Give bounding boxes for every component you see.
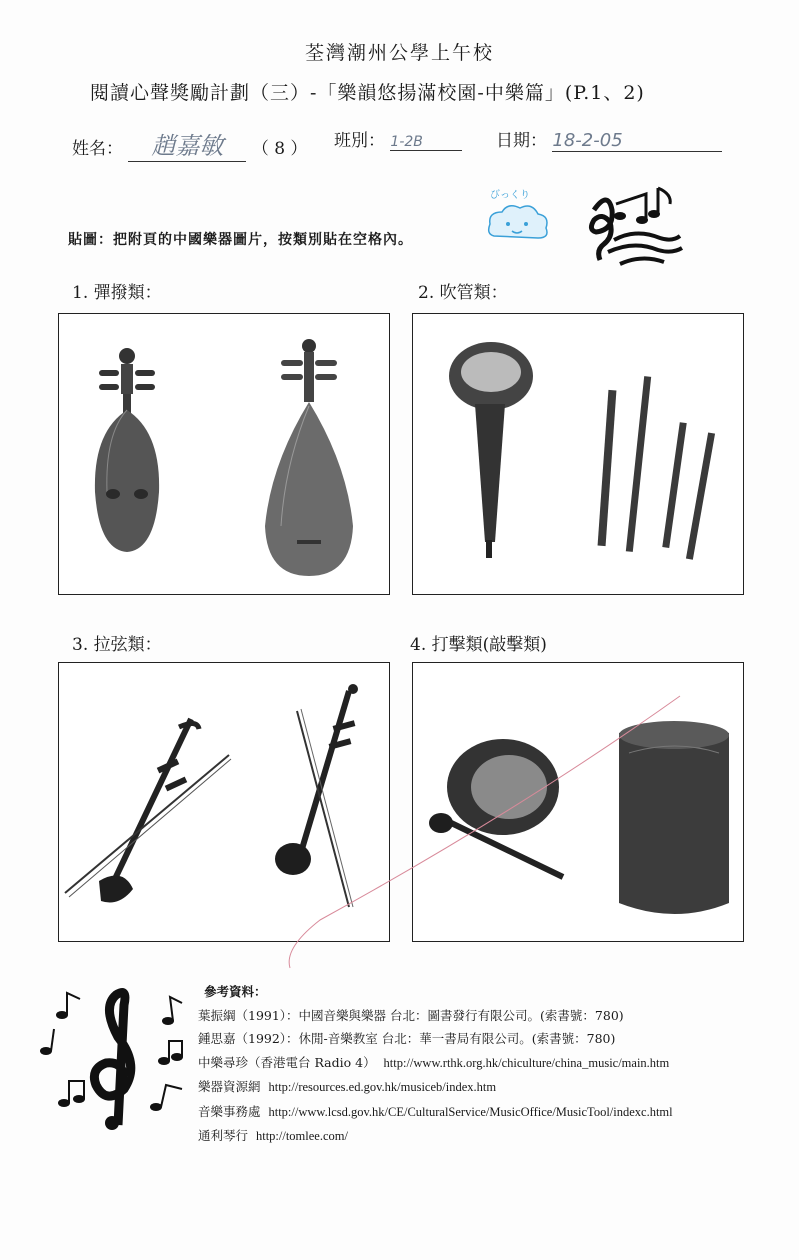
reference-line: 葉振綱（1991）：中國音樂與樂器 台北：圖書發行有限公司。(索書號：780) bbox=[198, 1007, 624, 1023]
pipa-icon bbox=[95, 348, 159, 552]
reference-line: 樂器資源網 http://resources.ed.gov.hk/musiceb/index.htm bbox=[198, 1079, 497, 1094]
date-value: 18-2-05 bbox=[552, 130, 722, 152]
category-plucked-label: 1. 彈撥類： bbox=[72, 283, 162, 303]
instruction: 貼圖：把附頁的中國樂器圖片，按類別貼在空格內。 bbox=[68, 232, 413, 248]
reference-link[interactable]: http://www.rthk.org.hk/chiculture/china_music/main.htm bbox=[383, 1055, 670, 1070]
class-field bbox=[334, 126, 462, 151]
name-label: 姓名： bbox=[72, 139, 123, 159]
class-value: 1-2B bbox=[390, 134, 462, 151]
music-notes-icon bbox=[586, 180, 686, 272]
category-bowed-label: 3. 拉弦類： bbox=[72, 635, 162, 655]
reference-link[interactable]: http://www.lcsd.gov.hk/CE/CulturalService/MusicOffice/MusicTool/indexc.html bbox=[268, 1104, 673, 1119]
reference-line: 鍾思嘉（1992）：休閒-音樂教室 台北：華一書局有限公司。(索書號：780) bbox=[198, 1031, 616, 1046]
cloud-sticker bbox=[484, 184, 554, 244]
date-label: 日期： bbox=[496, 131, 547, 151]
wind-instrument-images bbox=[413, 314, 743, 594]
dizi-icon bbox=[598, 376, 715, 560]
reference-line: 通利琴行 http://tomlee.com/ bbox=[198, 1128, 348, 1143]
pen-stroke bbox=[280, 690, 700, 980]
school-title: 荃灣潮州公學上午校 bbox=[304, 42, 494, 64]
reference-link[interactable]: http://tomlee.com/ bbox=[255, 1129, 348, 1143]
reference-line: 音樂事務處 http://www.lcsd.gov.hk/CE/CulturalService/MusicOffice/MusicTool/indexc.html bbox=[198, 1103, 673, 1119]
pipa-icon-2 bbox=[265, 339, 353, 576]
name-value: 趙嘉敏 bbox=[128, 126, 246, 162]
treble-clef-icon bbox=[32, 985, 192, 1135]
student-number: （ 8 ） bbox=[251, 139, 308, 159]
program-title: 閱讀心聲獎勵計劃（三）-「樂韻悠揚滿校園-中樂篇」(P.1、2) bbox=[90, 82, 645, 104]
category-percussion-label: 4. 打擊類(敲擊類) bbox=[410, 635, 547, 655]
category-wind-label: 2. 吹管類： bbox=[418, 283, 508, 303]
references bbox=[198, 980, 673, 1149]
references-heading: 參考資料： bbox=[204, 984, 267, 999]
erhu-icon bbox=[65, 719, 231, 903]
plucked-box bbox=[58, 313, 390, 595]
suona-icon bbox=[449, 342, 533, 558]
reference-line: 中樂尋珍（香港電台 Radio 4） http://www.rthk.org.hk/chiculture/china_music/main.htm bbox=[198, 1054, 670, 1070]
pipa-images bbox=[59, 314, 389, 594]
reference-link[interactable]: http://resources.ed.gov.hk/musiceb/index.htm bbox=[268, 1080, 497, 1094]
class-label: 班別： bbox=[334, 131, 385, 151]
sticker-text: びっくり bbox=[490, 190, 530, 201]
name-field bbox=[72, 126, 307, 162]
cloud-icon bbox=[484, 198, 554, 246]
date-field bbox=[496, 126, 722, 152]
wind-box bbox=[412, 313, 744, 595]
